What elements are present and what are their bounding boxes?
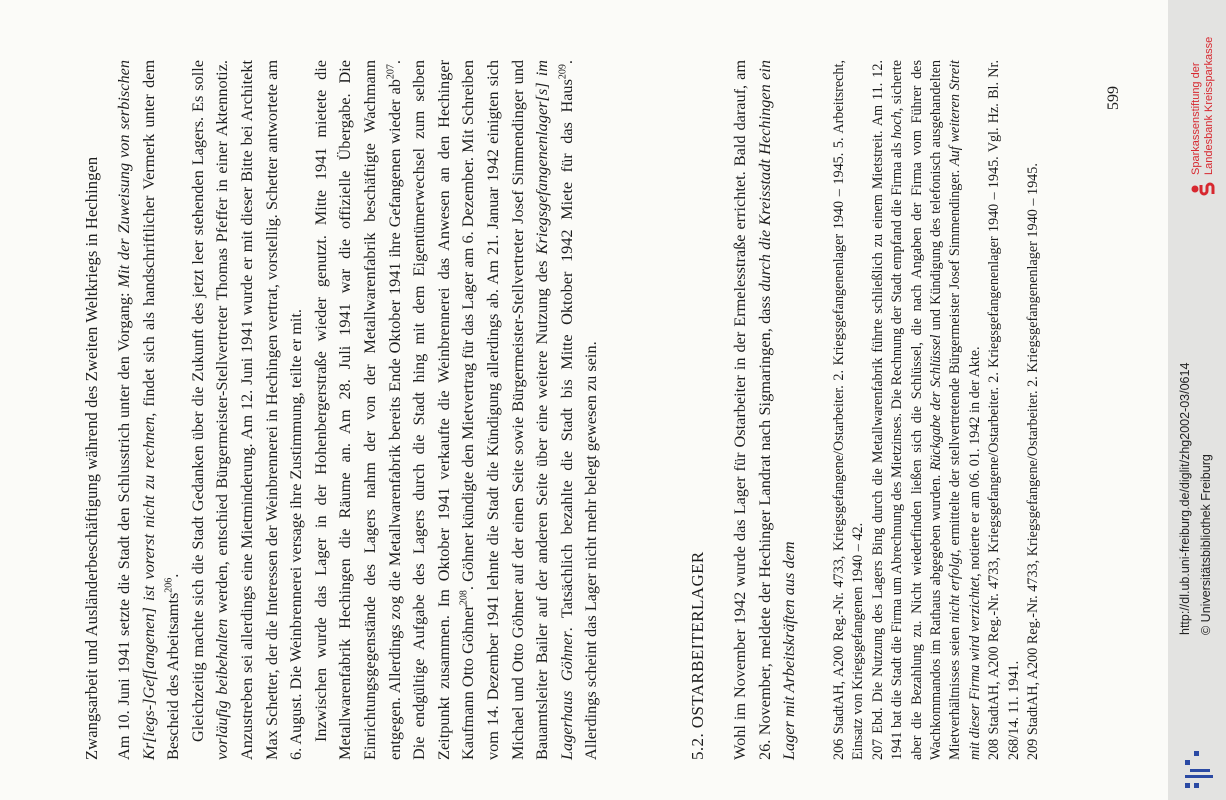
italic-text: Auf weiteren Streit mit dieser Firma wird verzichtet xyxy=(947,59,983,760)
footnotes xyxy=(830,60,1043,760)
running-head: Zwangsarbeit und Ausländerbeschäftigung während des Zweiten Weltkriegs in Hechingen xyxy=(82,156,101,760)
footnote xyxy=(985,60,1024,760)
copyright-text: © Universitätsbibliothek Freiburg xyxy=(1199,454,1213,635)
text-run: Inzwischen wurde das Lager in der Hohenbergerstraße wieder genutzt. Mitte 1941 mietete die Metallwarenfabrik Hechingen die Räume an. Am 28. Juli 1941 war die offizielle Übergabe. Die Einrichtungsgegenstände des Lagers nahm der von der Metallwarenfabrik beschäftigte Wachmann entgegen. Allerdings zog die Metallwarenfabrik bereits Ende Oktober 1941 ihre Gefangenen wieder ab xyxy=(310,60,404,760)
italic-text: Rückgabe der Schlüssel xyxy=(928,334,945,471)
text-run: , findet sich als handschriftlicher Vermerk unter dem Bescheid des Arbeitsamts xyxy=(138,60,183,760)
italic-text: Kriegsgefangenenlager[s] im Lagerhaus Göhner xyxy=(532,59,576,760)
text-run: 207 Ebd. Die Nutzung des Lagers Bing durch die Metallwarenfabrik führte schließlich zu einem Mietstreit. Am 11. 12. 1941 bat die Stadt die Firma um Abrechnung des Mietzinses. Die Rechnung der Stadt empfand die Firma als xyxy=(869,60,906,760)
text-run: Gleichzeitig machte sich die Stadt Gedanken über die Zukunft des jetzt leer stehenden Lagers. Es solle xyxy=(187,60,207,742)
section-paragraph xyxy=(728,60,802,760)
text-run: , sicherte aber die Bezahlung zu. Nicht wiederfinden ließen sich die Schlüssel, die nach Angaben der Firma vom Führer des Wachkommandos im Rathaus abgegeben wurden. xyxy=(889,60,945,760)
sponsor-line-2: Landesbank Kreissparkasse xyxy=(1203,36,1215,175)
text-run: . Tatsächlich bezahlte die Stadt bis Mitte Oktober 1942 Miete für das Haus xyxy=(556,79,576,632)
sponsor-line-1: Sparkassenstiftung der xyxy=(1190,62,1202,175)
sidebar-content xyxy=(1168,0,1226,800)
footnote-ref: 206 xyxy=(163,577,175,593)
text-run: Wohl im November 1942 wurde das Lager für Ostarbeiter in der Ermelesstraße errichtet. Bald darauf, am 26. November, meldete der Hechinger Landrat nach Sigmaringen, dass xyxy=(730,60,774,760)
footnote xyxy=(1024,60,1043,760)
text-run: 208 StadtAH, A200 Reg.-Nr. 4733, Kriegsgefangene/Ostarbeiter. 2. Kriegsgefangenenlager 1940 – 1945. Vgl. Hz. Bl. Nr. 268/14. 11. 1941. xyxy=(986,60,1022,760)
footnote xyxy=(830,60,869,760)
text-run: 206 StadtAH, A200 Reg.-Nr. 4733, Kriegsgefangene/Ostarbeiter. 2. Kriegsgefangenenlager 1940 – 1945. 5. Arbeitsrecht, Einsatz von Kriegsgefangenen 1940 – 42. xyxy=(831,60,867,760)
page-content xyxy=(60,0,1160,800)
paragraph xyxy=(309,60,604,760)
text-run: Am 10. Juni 1941 setzte die Stadt den Schlusstrich unter den Vorgang: xyxy=(114,287,133,760)
italic-text: nicht erfolgt xyxy=(947,552,964,624)
footnote-ref: 208 xyxy=(458,590,470,606)
text-run: , notierte er am 06. 01. 1942 in der Akte. xyxy=(966,346,983,577)
italic-text: vorläufig beibehalten xyxy=(212,618,232,760)
sparkasse-logo-icon xyxy=(1190,181,1216,197)
paragraph xyxy=(112,60,186,760)
text-run: . Göhner kündigte den Mietvertrag für das Lager am 6. Dezember. Mit Schreiben vom 14. Dezember 1941 lehnte die Stadt die Kündigung allerdings ab. Am 21. Januar 1942 einigten sich Michael und Otto Göhner auf der einen Seite sowie Bürgermeister-Stellvertreter Josef Simmendinger und Bauamtsleiter Bailer auf der anderen Seite über eine weitere Nutzung des xyxy=(458,60,552,760)
text-run: . Allerdings scheint das Lager nicht mehr belegt gewesen zu sein. xyxy=(556,60,601,760)
italic-text: Mit der Zuweisung von serbischen Kr[iegs-]Gef[angenen] ist vorerst nicht zu rechnen xyxy=(114,59,158,760)
paragraph xyxy=(186,60,309,760)
footnote xyxy=(869,60,985,760)
italic-text: durch die Kreisstadt Hechingen ein Lager mit Arbeitskräften aus dem xyxy=(754,60,799,760)
text-run: und Kündigung des telefonisch ausgehandelten Mietverhältnisses seien xyxy=(928,60,964,760)
footnote-ref: 209 xyxy=(557,64,569,80)
text-run: 209 StadtAH, A200 Reg.-Nr. 4733, Kriegsgefangene/Ostarbeiter. 2. Kriegsgefangenenlager 1940 – 1945. xyxy=(1025,163,1042,760)
text-run: . xyxy=(163,573,183,578)
italic-text: hoch xyxy=(889,111,906,139)
section-heading: 5.2. OSTARBEITERLAGER xyxy=(688,551,707,760)
footnote-ref: 207 xyxy=(385,64,397,80)
main-text xyxy=(112,60,604,760)
ub-freiburg-logo-icon xyxy=(1182,746,1216,792)
page-number: 599 xyxy=(1105,86,1122,110)
text-run: , ermittelte der stellvertretende Bürgermeister Josef Simmendinger. xyxy=(947,165,964,553)
text-run: werden, entschied Bürgermeister-Stellvertreter Thomas Pfeffer in einer Aktennotiz. Anzustreben sei allerdings eine Mietminderung. Am 12. Juni 1941 wurde er mit dieser Bitte bei Architekt Max Schetter, der die Interessen der Weinbrennerei in Hechingen vertrat, vorstellig. Schetter antwortete am 6. August. Die Weinbrennerei versage ihre Zustimmung, teilte er mit. xyxy=(212,59,306,760)
text-run: . Die endgültige Aufgabe des Lagers durch die Stadt hing mit dem Eigentümerwechsel zum selben Zeitpunkt zusammen. Im Oktober 1941 verkaufte die Weinbrennerei das Anwesen an den Hechinger Kaufmann Otto Göhner xyxy=(384,60,478,760)
source-url-link[interactable]: http://dl.ub.uni-freiburg.de/diglit/zhg2002-03/0614 xyxy=(1178,362,1192,635)
